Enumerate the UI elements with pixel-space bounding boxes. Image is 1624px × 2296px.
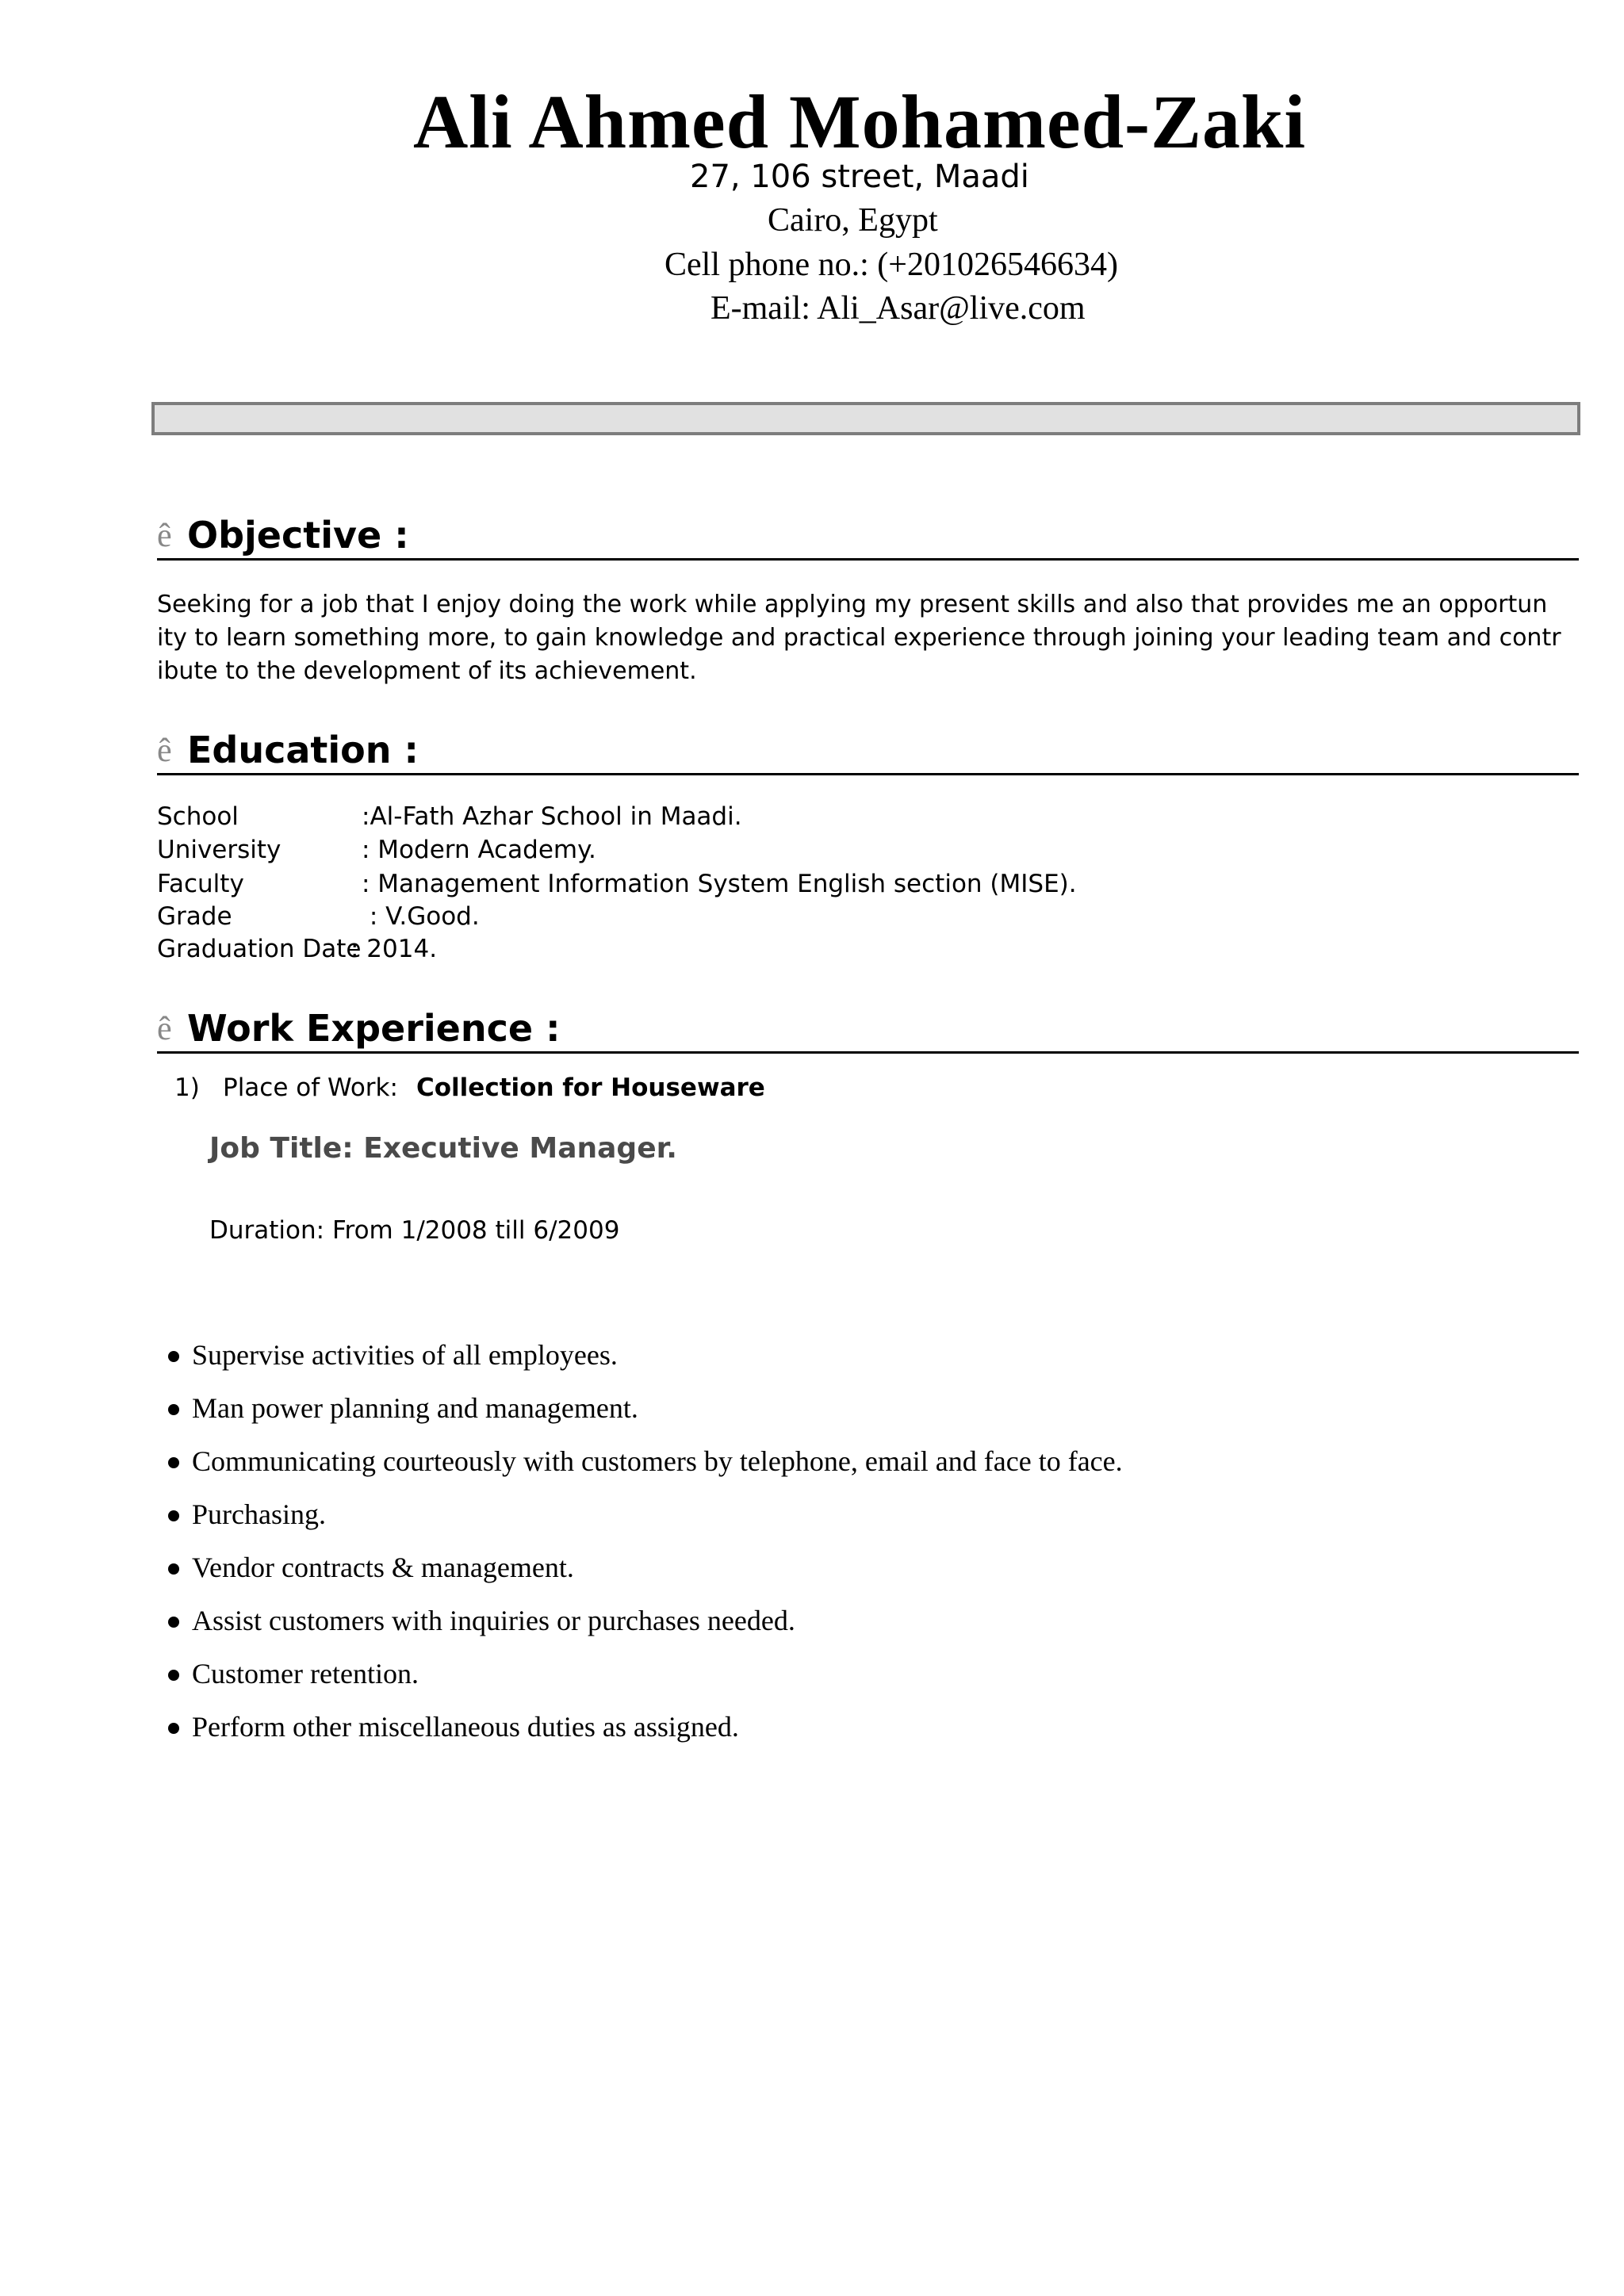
candidate-name: Ali Ahmed Mohamed-Zaki (412, 79, 1307, 164)
objective-title: Objective : (187, 514, 409, 557)
address-line-2: Cairo, Egypt (768, 202, 938, 239)
bullet-icon (168, 1617, 179, 1628)
bullet-icon (168, 1510, 179, 1521)
education-value: :Al-Fath Azhar School in Maadi. (362, 802, 742, 831)
list-item: Communicating courteously with customers by telephone, email and face to face. (165, 1445, 1123, 1498)
header-divider-bar (151, 402, 1580, 435)
place-of-work-value: Collection for Houseware (416, 1073, 765, 1102)
section-bullet-icon: ê (157, 733, 172, 769)
education-row-faculty (157, 870, 1077, 898)
list-item: Purchasing. (165, 1498, 1123, 1551)
phone-number: Cell phone no.: (+201026546634) (665, 247, 1118, 283)
bullet-icon (168, 1404, 179, 1415)
objective-line: ibute to the development of its achievement. (157, 657, 697, 685)
education-row-school (157, 802, 742, 831)
list-item: Supervise activities of all employees. (165, 1338, 1123, 1391)
bullet-icon (168, 1723, 179, 1734)
education-row-grade (157, 902, 480, 931)
bullet-icon (168, 1563, 179, 1575)
objective-heading (157, 507, 1579, 561)
education-title: Education : (187, 729, 419, 771)
bullet-icon (168, 1351, 179, 1362)
list-item: Perform other miscellaneous duties as assigned. (165, 1710, 1123, 1763)
education-label: University (157, 836, 282, 864)
education-row-graduation-date (157, 935, 437, 963)
work-item-number: 1) (174, 1073, 200, 1102)
education-value: : Management Information System English section (MISE). (362, 870, 1077, 898)
education-label: Faculty (157, 870, 244, 898)
duties-list (165, 1338, 1123, 1763)
education-value: : 2014. (350, 935, 438, 963)
work-duration: Duration: From 1/2008 till 6/2009 (209, 1216, 620, 1245)
education-row-university (157, 836, 596, 864)
email-address: E-mail: Ali_Asar@live.com (710, 290, 1086, 327)
job-title: Job Title: Executive Manager. (209, 1132, 677, 1165)
education-value: : V.Good. (362, 902, 480, 931)
section-bullet-icon: ê (157, 518, 172, 554)
bullet-icon (168, 1457, 179, 1468)
objective-line: Seeking for a job that I enjoy doing the work while applying my present skills and also that provides me an opportun (157, 591, 1548, 618)
list-item: Man power planning and management. (165, 1391, 1123, 1445)
work-experience-heading (157, 1001, 1579, 1054)
address-line-1: 27, 106 street, Maadi (690, 159, 1029, 195)
work-experience-title: Work Experience : (187, 1007, 561, 1050)
list-item: Vendor contracts & management. (165, 1551, 1123, 1604)
objective-text (157, 588, 1584, 688)
education-label: School (157, 802, 239, 831)
objective-line: ity to learn something more, to gain knowledge and practical experience through joining your leading team and contr (157, 624, 1561, 652)
list-item: Customer retention. (165, 1657, 1123, 1710)
list-item: Assist customers with inquiries or purchases needed. (165, 1604, 1123, 1657)
education-heading (157, 722, 1579, 775)
place-of-work-label: Place of Work: (223, 1073, 398, 1102)
education-label: Graduation Date (157, 935, 362, 963)
section-bullet-icon: ê (157, 1011, 172, 1047)
education-value: : Modern Academy. (362, 836, 596, 864)
education-label: Grade (157, 902, 232, 931)
bullet-icon (168, 1670, 179, 1681)
